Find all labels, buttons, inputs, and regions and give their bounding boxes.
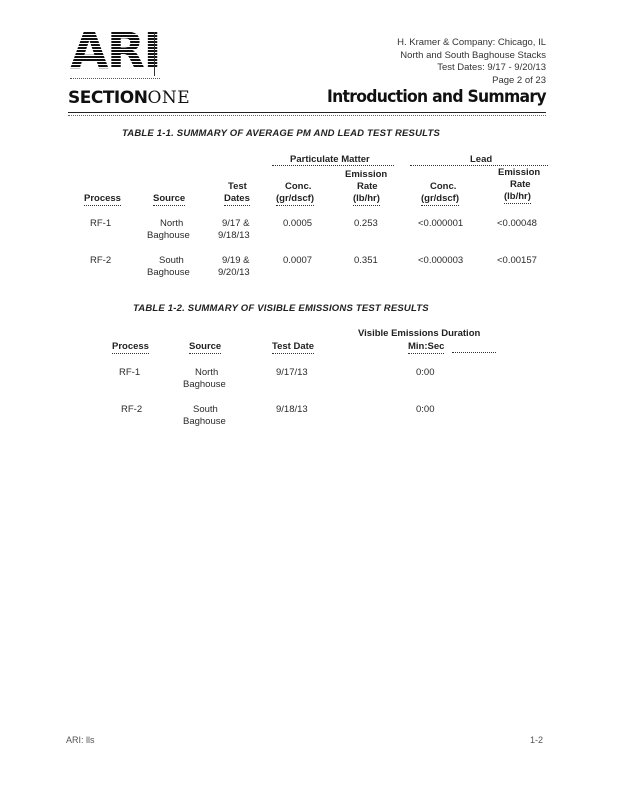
table1-col-conc-2: (gr/dscf): [276, 193, 314, 204]
table1-col-source: Source: [153, 193, 186, 204]
table1-caption: TABLE 1-1. SUMMARY OF AVERAGE PM AND LEAD TEST RESULTS: [122, 128, 440, 139]
table2-row1-source-2: Baghouse: [183, 379, 226, 390]
table1-col-emis-1: Emission: [345, 169, 388, 180]
report-header-info: [397, 37, 546, 87]
table1-col-lead-emis-2: Rate: [510, 179, 531, 190]
table1-pm-underline: [272, 165, 394, 166]
table2-row2-ve: 0:00: [416, 404, 435, 415]
logo-tagline-rule: [70, 78, 160, 82]
table1-row2-source-2: Baghouse: [147, 267, 190, 278]
section-number: ONE: [147, 88, 191, 108]
table2-row1-process: RF-1: [119, 367, 141, 378]
company-logo: [70, 22, 165, 80]
table1-row2-pm-conc: 0.0007: [283, 255, 313, 266]
section-heading: [68, 88, 190, 108]
header-subrule: [68, 115, 546, 116]
table1-col-emis-2: Rate: [357, 181, 378, 192]
table1-row2-lead-conc: <0.000003: [418, 255, 464, 266]
section-word: SECTION: [68, 88, 148, 108]
test-dates-line: Test Dates: 9/17 - 9/20/13: [437, 62, 546, 73]
table1-row2-dates-1: 9/19 &: [222, 255, 250, 266]
table2-col-date: Test Date: [272, 341, 315, 352]
table2-row1-date: 9/17/13: [276, 367, 308, 378]
table1-group-lead: Lead: [470, 154, 493, 165]
table1-row2-process: RF-2: [90, 255, 112, 266]
table1-row2-pm-rate: 0.351: [354, 255, 378, 266]
table1-col-process: Process: [84, 193, 121, 204]
table1-row1-process: RF-1: [90, 218, 112, 229]
table2-ve-underline: [452, 352, 496, 353]
page-title: Introduction and Summary: [327, 87, 546, 107]
table2-col-ve-1: Visible Emissions Duration: [358, 328, 481, 339]
table1-row2-lead-rate: <0.00157: [497, 255, 537, 266]
table1-row1-pm-conc: 0.0005: [283, 218, 313, 229]
table1-row2-dates-2: 9/20/13: [218, 267, 250, 278]
table1-row1-dates-2: 9/18/13: [218, 230, 250, 241]
table1-lead-underline: [410, 165, 548, 166]
table1-col-test-1: Test: [228, 181, 247, 192]
table2-row1-ve: 0:00: [416, 367, 435, 378]
table1-row1-source-1: North: [160, 218, 184, 229]
page-number-line: Page 2 of 23: [492, 74, 546, 86]
table1-col-test-2: Dates: [224, 193, 250, 204]
table1-group-pm: Particulate Matter: [290, 154, 370, 165]
table1-col-emis-3: (lb/hr): [353, 193, 380, 204]
table2-row2-date: 9/18/13: [276, 404, 308, 415]
table2-row1-source-1: North: [195, 367, 219, 378]
logo-side-mark: [154, 32, 163, 76]
table1-row1-source-2: Baghouse: [147, 230, 190, 241]
table1-col-lead-emis-1: Emission: [498, 167, 541, 178]
table2-col-process: Process: [112, 341, 149, 352]
table2-row2-source-1: South: [193, 404, 218, 415]
table1-col-lead-emis-3: (lb/hr): [504, 191, 531, 202]
footer-page-number: 1-2: [529, 735, 543, 745]
company-line: H. Kramer & Company: Chicago, IL: [397, 37, 546, 48]
table1-row2-source-1: South: [159, 255, 184, 266]
table1-col-lead-conc-1: Conc.: [430, 181, 457, 192]
table1-col-lead-conc-2: (gr/dscf): [421, 193, 459, 204]
table1-row1-dates-1: 9/17 &: [222, 218, 250, 229]
table1-row1-lead-conc: <0.000001: [418, 218, 464, 229]
table2-row2-process: RF-2: [121, 404, 143, 415]
table2-col-ve-2: Min:Sec: [408, 341, 445, 352]
logo-letters: ARI: [70, 22, 160, 80]
footer-initials: ARI: lls: [66, 735, 95, 745]
table1-row1-lead-rate: <0.00048: [497, 218, 537, 229]
table1-row1-pm-rate: 0.253: [354, 218, 378, 229]
table2-row2-source-2: Baghouse: [183, 416, 226, 427]
header-rule: [68, 112, 546, 113]
table1-col-conc-1: Conc.: [285, 181, 312, 192]
table2-caption: TABLE 1-2. SUMMARY OF VISIBLE EMISSIONS TEST RESULTS: [133, 303, 429, 314]
stacks-line: North and South Baghouse Stacks: [400, 49, 546, 61]
table2-col-source: Source: [189, 341, 222, 352]
